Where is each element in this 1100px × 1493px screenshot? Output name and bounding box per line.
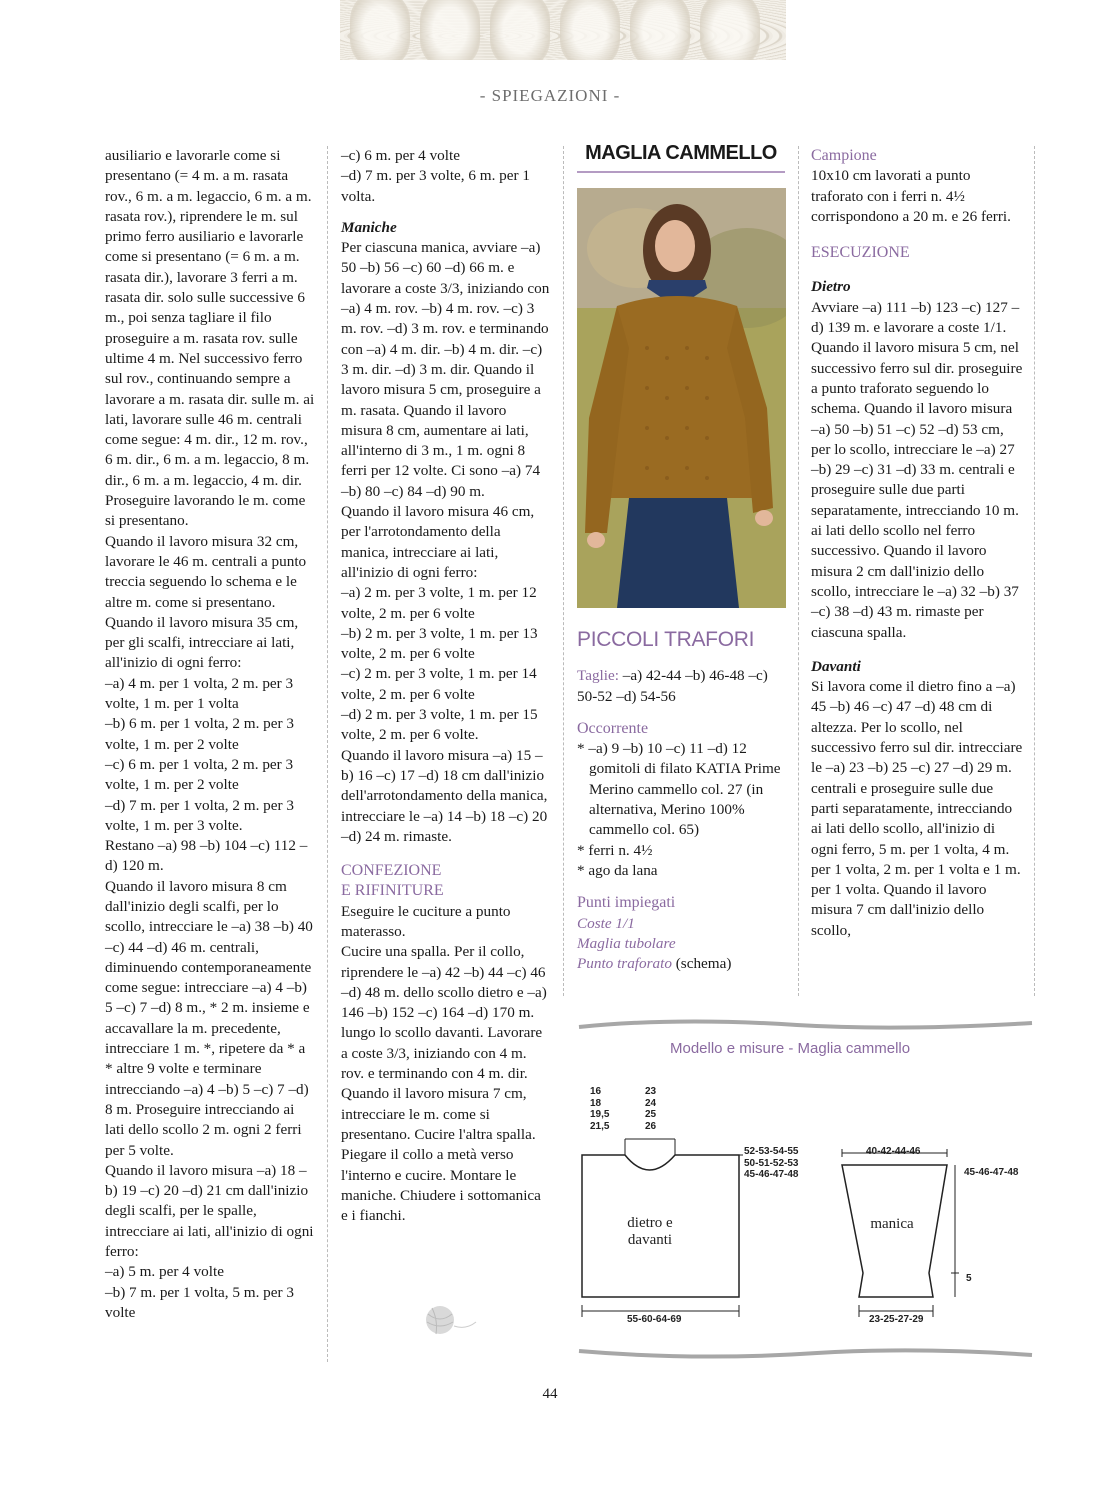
- schematic-diagram: [577, 1015, 1035, 1365]
- subtitle: PICCOLI TRAFORI: [577, 628, 755, 651]
- list-item: Coste 1/1: [577, 914, 635, 932]
- neck-width-right: [645, 1086, 656, 1132]
- list-item: * ferri n. 4½: [577, 841, 653, 859]
- paragraph: Avviare –a) 111 –b) 123 –c) 127 –d) 139 m. e lavorare a coste 1/1.: [811, 298, 1020, 337]
- paragraph: –a) 2 m. per 3 volte, 1 m. per 12 volte, 2 m. per 6 volte: [341, 584, 537, 622]
- paragraph: 10x10 cm lavorati a punto traforato con i ferri n. 4½ corrispondono a 20 m. e 26 ferri.: [811, 167, 1011, 225]
- label-line: davanti: [627, 1232, 673, 1248]
- paragraph: Quando il lavoro misura –a) 18 –b) 19 –c) 20 –d) 21 cm dall'inizio degli scalfi, per le spalle, intrecciare ai lati, all'inizio di ogni ferro:: [105, 1161, 314, 1261]
- measure-label: 24: [645, 1097, 657, 1109]
- paragraph: –c) 6 m. per 1 volta, 2 m. per 3 volte, 1 m. per 2 volte: [105, 755, 294, 794]
- instructions-column-2: [341, 146, 551, 1226]
- paragraph: Si lavora come il dietro fino a –a) 45 –b) 46 –c) 47 –d) 48 cm di altezza. Per lo scollo, nel successivo ferro sul dir. intrecciare le –a) 23 –b) 25 –c) 27 –d) 29 m. centrali e proseguire sulle due parti separatamente, intrecciando ai lati dello scollo, all'inizio di ogni ferro, 5 m. per 1 volta, 4 m. per 1 volta, 2 m. per 1 volta e 1 m. per 1 volta. Quando il lavoro misura 7 cm dall'inizio dello scollo,: [811, 678, 1023, 939]
- measure-label: 45-46-47-48: [744, 1169, 799, 1180]
- instructions-column-4: [811, 146, 1023, 941]
- body-length-labels: [744, 1146, 798, 1181]
- paragraph: –d) 7 m. per 1 volta, 2 m. per 3 volte, 1 m. per 3 volte.: [105, 796, 294, 834]
- diagram-title: Modello e misure - Maglia cammello: [670, 1040, 911, 1057]
- paragraph: –c) 6 m. per 4 volte: [341, 147, 460, 164]
- cable-knit-banner: [340, 0, 786, 60]
- cuff-height-label: 5: [966, 1273, 972, 1284]
- paragraph: Cucire una spalla. Per il collo, riprendere le –a) 42 –b) 44 –c) 46 –d) 48 m. dello scollo dietro e –a) 146 –b) 152 –c) 164 –d) 170 m. lungo lo scollo davanti. Lavorare a coste 3/3, iniziando con 4 m. rov. e terminando con 4 m. dir. Quando il lavoro misura 7 cm, intrecciare le m. come si presentano. Cucire l'altra spalla. Piegare il collo a metà verso l'interno e cucire. Montare le maniche. Chiudere i sottomanica e i fianchi.: [341, 943, 547, 1225]
- measure-label: 26: [645, 1120, 657, 1132]
- label-line: dietro e: [627, 1215, 673, 1231]
- measure-label: 25: [645, 1109, 657, 1120]
- measure-label: 21,5: [590, 1120, 610, 1132]
- column-divider: [1034, 146, 1035, 996]
- confezione-heading-2: E RIFINITURE: [341, 882, 444, 900]
- measure-label: 23: [645, 1086, 657, 1097]
- paragraph: –c) 2 m. per 3 volte, 1 m. per 14 volte, 2 m. per 6 volte: [341, 665, 537, 703]
- paragraph: Quando il lavoro misura 8 cm dall'inizio degli scalfi, per lo scollo, intrecciare le –a) 38 –b) 40 –c) 44 –d) 46 m. centrali, diminuendo contemporaneamente come segue: intrecciare –a) 4 –b) 5 –c) 7 –d) 8 m., * 2 m. insieme e accavallare la m. precedente, intrecciare 1 m. *, ripetere da * a * altre 9 volte e terminare intrecciando –a) 4 –b) 5 –c) 7 –d) 8 m. Proseguire intrecciando ai lati dello scollo 2 m. ogni 2 ferri per 5 volte.: [105, 877, 313, 1159]
- measure-label: 50-51-52-53: [744, 1157, 799, 1169]
- punti-heading: Punti impiegati: [577, 894, 676, 912]
- list-item: * –a) 9 –b) 10 –c) 11 –d) 12 gomitoli di filato KATIA Prime Merino cammello col. 27 (in alternativa, Merino 100% cammello col. 65): [577, 740, 781, 839]
- paragraph: ausiliario e lavorarle come si presentano (= 4 m. a m. rasata rov., 6 m. a m. legaccio, 6 m. a m. rasata rov.), riprendere le m. sul primo ferro ausiliario e lavorarle come si presentano (= 6 m. a m. rasata dir.), lavorare 3 ferri a m. rasata dir. solo sulle successive 6 m., poi senza tagliare il filo proseguire a m. rasata rov. sulle ultime 4 m. Nel successivo ferro sul rov., continuando sempre a lavorare a m. rasata dir. sulle m. ai lati, lavorare sulle 46 m. centrali come segue: 4 m. dir., 12 m. rov., 6 m. dir., 6 m. a m. legaccio, 8 m. dir., 6 m. a m. legaccio, 4 m. dir. Proseguire lavorando le m. come si presentano.: [105, 147, 315, 530]
- taglie-label: Taglie:: [577, 667, 619, 685]
- taglie-value: –a) 42-44 –b) 46-48 –c) 50-52 –d) 54-56: [577, 667, 768, 705]
- column-divider: [798, 146, 799, 996]
- measure-label: 19,5: [590, 1109, 610, 1120]
- esecuzione-heading: ESECUZIONE: [811, 244, 910, 262]
- paragraph: Restano –a) 98 –b) 104 –c) 112 –d) 120 m.: [105, 837, 308, 875]
- section-header: - SPIEGAZIONI -: [479, 86, 621, 105]
- measure-label: 18: [590, 1097, 602, 1109]
- column-divider: [563, 146, 564, 996]
- sleeve-length-label: 45-46-47-48: [964, 1167, 1019, 1178]
- davanti-heading: Davanti: [811, 657, 861, 675]
- pattern-title: MAGLIA CAMMELLO: [585, 142, 777, 164]
- title-underline: [577, 171, 785, 173]
- paragraph: –b) 2 m. per 3 volte, 1 m. per 13 volte, 2 m. per 6 volte: [341, 624, 538, 663]
- sleeve-piece-label: manica: [870, 1216, 914, 1232]
- yarn-ball-logo: [410, 1300, 480, 1340]
- paragraph: Quando il lavoro misura 46 cm, per l'arrotondamento della manica, intrecciare ai lati, all'inizio di ogni ferro:: [341, 503, 535, 581]
- list-item: Punto traforato: [577, 955, 672, 973]
- list-item-suffix: (schema): [671, 955, 732, 973]
- list-item: * ago da lana: [577, 861, 658, 879]
- paragraph: –d) 2 m. per 3 volte, 1 m. per 15 volte, 2 m. per 6 volte.: [341, 706, 538, 744]
- occorrente-heading: Occorrente: [577, 719, 649, 737]
- paragraph: Quando il lavoro misura 35 cm, per gli scalfi, intrecciare ai lati, all'inizio di ogni ferro:: [105, 613, 299, 672]
- materials-column: [577, 630, 787, 974]
- paragraph: Quando il lavoro misura 5 cm, nel successivo ferro sul dir. proseguire a punto traforato seguendo lo schema. Quando il lavoro misura –a) 50 –b) 51 –c) 52 –d) 53 cm, per lo scollo, intrecciare le –a) 27 –b) 29 –c) 31 –d) 33 m. centrali e proseguire sulle due parti separatamente, intrecciando 10 m. ai lati dello scollo nel ferro successivo. Quando il lavoro misura 2 cm dall'inizio dello scollo, intrecciare le –a) 32 –b) 37 –c) 38 –d) 43 m. rimaste per ciascuna spalla.: [811, 339, 1023, 641]
- page-number: 44: [542, 1386, 558, 1402]
- paragraph: –d) 7 m. per 3 volte, 6 m. per 1 volta.: [341, 167, 530, 205]
- paragraph: Per ciascuna manica, avviare –a) 50 –b) 56 –c) 60 –d) 66 m. e lavorare a coste 3/3, iniziando con –a) 4 m. rov. –b) 4 m. rov. –c) 3 m. rov. –d) 3 m. rov. e terminando con –a) 4 m. dir. –b) 4 m. dir. –c) 3 m. dir. –d) 3 m. dir. Quando il lavoro misura 5 cm, proseguire a m. rasata. Quando il lavoro misura 8 cm, aumentare ai lati, all'interno di 3 m., 1 m. ogni 8 ferri per 12 volte. Ci sono –a) 74 –b) 80 –c) 84 –d) 90 m.: [341, 239, 550, 500]
- paragraph: Quando il lavoro misura –a) 15 –b) 16 –c) 17 –d) 18 cm dall'inizio dell'arrotondamento della manica, intrecciare le –a) 14 –b) 18 –c) 20 –d) 24 m. rimaste.: [341, 746, 548, 845]
- paragraph: –a) 4 m. per 1 volta, 2 m. per 3 volte, 1 m. per 1 volta: [105, 674, 294, 713]
- list-item: Maglia tubolare: [577, 934, 676, 952]
- confezione-heading: CONFEZIONE: [341, 862, 442, 880]
- paragraph: –b) 6 m. per 1 volta, 2 m. per 3 volte, 1 m. per 2 volte: [105, 715, 294, 753]
- paragraph: –a) 5 m. per 4 volte: [105, 1263, 224, 1281]
- sleeve-width-label: 23-25-27-29: [869, 1314, 924, 1325]
- measure-label: 52-53-54-55: [744, 1146, 799, 1157]
- neck-width-left: [590, 1086, 609, 1132]
- campione-heading: Campione: [811, 147, 877, 164]
- paragraph: –b) 7 m. per 1 volta, 5 m. per 3 volte: [105, 1283, 294, 1321]
- model-photo: [577, 188, 786, 608]
- sleeve-top-label: 40-42-44-46: [866, 1146, 921, 1157]
- dietro-heading: Dietro: [811, 278, 851, 296]
- body-width-label: 55-60-64-69: [627, 1314, 682, 1325]
- instructions-column-1: [105, 146, 315, 1323]
- column-divider: [327, 146, 328, 1362]
- measure-label: 16: [590, 1086, 602, 1097]
- maniche-heading: Maniche: [341, 218, 397, 236]
- paragraph: Quando il lavoro misura 32 cm, lavorare le 46 m. centrali a punto treccia seguendo lo schema e le altre m. come si presentano.: [105, 532, 307, 611]
- body-piece-label: [610, 1215, 690, 1249]
- paragraph: Eseguire le cuciture a punto materasso.: [341, 902, 511, 940]
